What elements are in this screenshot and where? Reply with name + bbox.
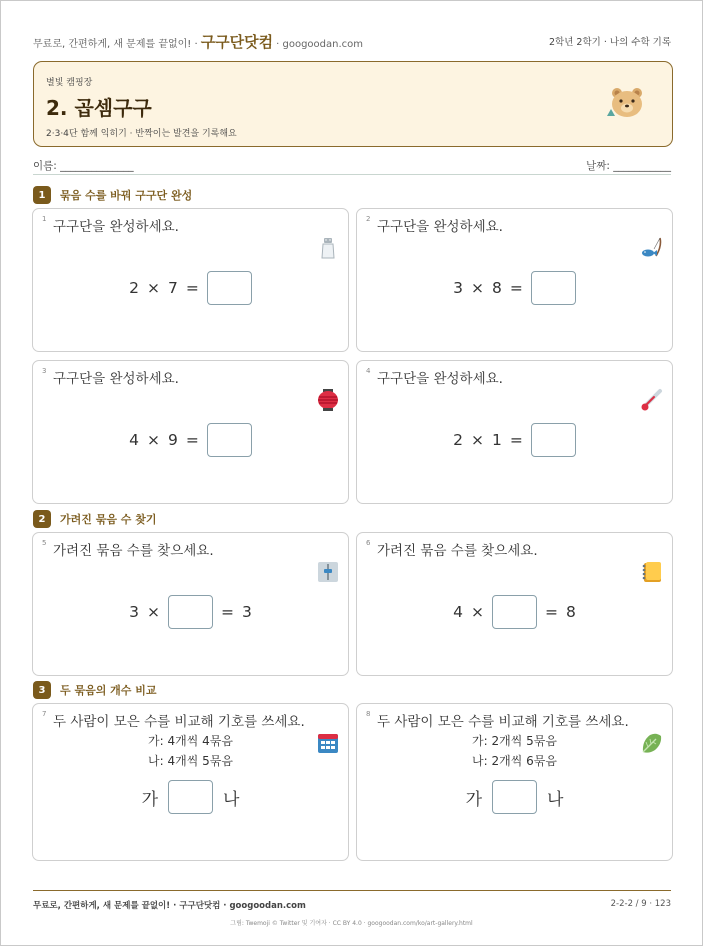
bear-icon: [606, 86, 646, 120]
problem-card-2: [356, 208, 673, 352]
level-slider-icon: [316, 560, 340, 584]
problem-number: 3: [42, 367, 47, 375]
operand-b: 9: [168, 431, 178, 449]
equals-sign: =: [509, 279, 523, 297]
left-label: 가: [141, 789, 158, 810]
comparison-lines: [357, 731, 672, 771]
operator: ×: [471, 431, 484, 449]
problem-prompt: 두 사람이 모은 수를 비교해 기호를 쓰세요.: [53, 714, 305, 730]
operator: ×: [147, 279, 160, 297]
operand-a: 4: [129, 431, 139, 449]
banner-subtitle: 별빛 캠핑장: [46, 78, 93, 88]
problem-prompt: 구구단을 완성하세요.: [377, 371, 503, 387]
problem-number: 5: [42, 539, 47, 547]
answer-box[interactable]: [207, 271, 252, 305]
right-label: 나: [223, 789, 240, 810]
group-a-line: 가: 4개씩 4묶음: [148, 734, 233, 748]
tagline: 무료로, 간편하게, 새 문제를 끝없이! ·: [33, 38, 198, 50]
section-number: 1: [33, 186, 51, 204]
answer-box[interactable]: [531, 271, 576, 305]
section-1-header: [33, 186, 192, 204]
problem-prompt: 구구단을 완성하세요.: [53, 371, 179, 387]
operator: ×: [471, 603, 484, 621]
fishing-pole-icon: [640, 236, 664, 260]
result-value: 8: [566, 603, 576, 621]
section-2-header: [33, 510, 157, 528]
operand-b: 1: [492, 431, 502, 449]
operand-b: 7: [168, 279, 178, 297]
problem-card-3: [32, 360, 349, 504]
problem-number: 1: [42, 215, 47, 223]
section-title: 가려진 묶음 수 찾기: [60, 513, 157, 526]
operand-a: 3: [453, 279, 463, 297]
equation: [357, 271, 672, 305]
brand-name: 구구단닷컴: [200, 32, 274, 51]
equation: [33, 271, 348, 305]
equals-sign: =: [185, 431, 199, 449]
salt-shaker-icon: [316, 236, 340, 260]
operand-a: 4: [453, 603, 463, 621]
group-b-line: 나: 4개씩 5묶음: [148, 754, 233, 768]
operator: ×: [147, 603, 160, 621]
equation: [357, 423, 672, 457]
answer-box[interactable]: [492, 595, 537, 629]
answer-box[interactable]: [531, 423, 576, 457]
problem-prompt: 구구단을 완성하세요.: [377, 219, 503, 235]
problem-number: 2: [366, 215, 371, 223]
equals-sign: =: [509, 431, 523, 449]
operand-b: 8: [492, 279, 502, 297]
problem-number: 4: [366, 367, 371, 375]
answer-box[interactable]: [207, 423, 252, 457]
comparison-row: [33, 780, 348, 814]
problem-number: 8: [366, 710, 371, 718]
operand-a: 3: [129, 603, 139, 621]
footer-divider: [33, 890, 671, 891]
equals-sign: =: [545, 603, 558, 621]
thermometer-icon: [640, 388, 664, 412]
equals-sign: =: [185, 279, 199, 297]
comparison-lines: [33, 731, 348, 771]
footer-page-code: 2-2-2 / 9 · 123: [610, 899, 671, 909]
problem-card-7: [32, 703, 349, 861]
operand-a: 2: [129, 279, 139, 297]
date-field[interactable]: 날짜: ___________: [586, 160, 671, 172]
name-field[interactable]: 이름: ______________: [33, 160, 134, 172]
problem-card-4: [356, 360, 673, 504]
group-a-line: 가: 2개씩 5묶음: [472, 734, 557, 748]
problem-prompt: 구구단을 완성하세요.: [53, 219, 179, 235]
notepad-icon: [640, 560, 664, 584]
answer-box[interactable]: [168, 595, 213, 629]
brand-site: · googoodan.com: [276, 38, 364, 50]
symbol-box[interactable]: [492, 780, 537, 814]
page-title: 2. 곱셈구구: [46, 96, 152, 120]
operator: ×: [471, 279, 484, 297]
banner-description: 2·3·4단 함께 익히기 · 반짝이는 발견을 기록해요: [46, 129, 237, 139]
operator: ×: [147, 431, 160, 449]
equation: [33, 423, 348, 457]
section-number: 3: [33, 681, 51, 699]
problem-card-8: [356, 703, 673, 861]
brand-line: [33, 31, 363, 52]
section-title: 묶음 수를 바꿔 구구단 완성: [60, 189, 193, 202]
problem-prompt: 두 사람이 모은 수를 비교해 기호를 쓰세요.: [377, 714, 629, 730]
title-banner: [33, 61, 673, 147]
section-title: 두 묶음의 개수 비교: [60, 684, 157, 697]
symbol-box[interactable]: [168, 780, 213, 814]
problem-number: 6: [366, 539, 371, 547]
section-number: 2: [33, 510, 51, 528]
problem-card-5: [32, 532, 349, 676]
problem-number: 7: [42, 710, 47, 718]
operand-a: 2: [453, 431, 463, 449]
result-value: 3: [242, 603, 252, 621]
equation: [33, 595, 348, 629]
red-lantern-icon: [316, 388, 340, 412]
grade-label: 2학년 2학기 · 나의 수학 기록: [549, 37, 671, 48]
image-credit: 그림: Twemoji © Twitter 및 기여자 · CC BY 4.0 · googoodan.com/ko/art-gallery.html: [230, 920, 473, 927]
section-3-header: [33, 681, 157, 699]
problem-prompt: 가려진 묶음 수를 찾으세요.: [377, 543, 538, 559]
problem-prompt: 가려진 묶음 수를 찾으세요.: [53, 543, 214, 559]
right-label: 나: [547, 789, 564, 810]
group-b-line: 나: 2개씩 6묶음: [472, 754, 557, 768]
equation: [357, 595, 672, 629]
comparison-row: [357, 780, 672, 814]
left-label: 가: [465, 789, 482, 810]
footer-brand: 무료로, 간편하게, 새 문제를 끝없이! · 구구단닷컴 · googoodan.com: [33, 901, 306, 911]
equals-sign: =: [221, 603, 234, 621]
top-bar: [33, 29, 671, 53]
name-date-row: [33, 157, 671, 175]
problem-card-6: [356, 532, 673, 676]
problem-card-1: [32, 208, 349, 352]
